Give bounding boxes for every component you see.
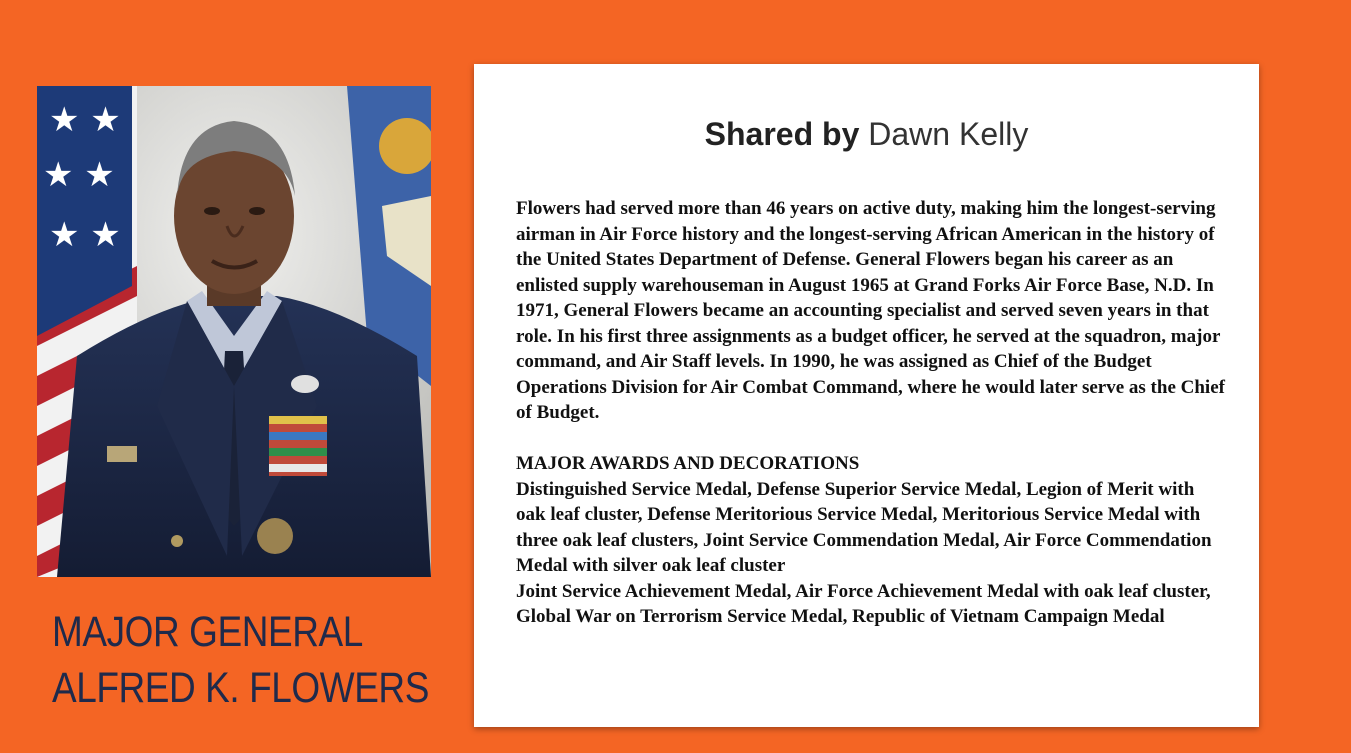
awards-heading: MAJOR AWARDS AND DECORATIONS	[516, 453, 860, 474]
name-line-full: ALFRED K. FLOWERS	[52, 664, 429, 712]
awards-list-2: Joint Service Achievement Medal, Air Force Achievement Medal with oak leaf cluster, Global War on Terrorism Service Medal, Republic of Vietnam Campaign Medal	[516, 580, 1211, 627]
portrait-photo	[37, 86, 431, 577]
card-title	[474, 116, 1259, 153]
person-name	[52, 604, 429, 716]
card-body	[516, 196, 1226, 630]
awards-list-1: Distinguished Service Medal, Defense Superior Service Medal, Legion of Merit with oak leaf cluster, Defense Meritorious Service Medal, Meritorious Service Medal with three oak leaf clusters, Joint Service Commendation Medal, Air Force Commendation Medal with silver oak leaf cluster	[516, 478, 1212, 576]
bio-paragraph: Flowers had served more than 46 years on active duty, making him the longest-serving airman in Air Force history and the longest-serving African American in the history of the United States Department of Defense. General Flowers began his career as an enlisted supply warehouseman in August 1965 at Grand Forks Air Force Base, N.D. In 1971, General Flowers became an accounting specialist and served seven years in that role. In his first three assignments as a budget officer, he served at the squadron, major command, and Air Staff levels. In 1990, he was assigned as Chief of the Budget Operations Division for Air Combat Command, where he would later serve as the Chief of Budget.	[516, 198, 1225, 423]
svg-text:★ ★: ★ ★	[43, 155, 115, 195]
author-name: Dawn Kelly	[868, 116, 1029, 152]
shared-by-label: Shared by	[704, 116, 860, 152]
portrait-illustration	[37, 86, 431, 577]
svg-text:★ ★: ★ ★	[49, 100, 121, 140]
name-line-rank: MAJOR GENERAL	[52, 608, 363, 656]
story-card	[474, 64, 1259, 727]
svg-text:★ ★: ★ ★	[49, 215, 121, 255]
